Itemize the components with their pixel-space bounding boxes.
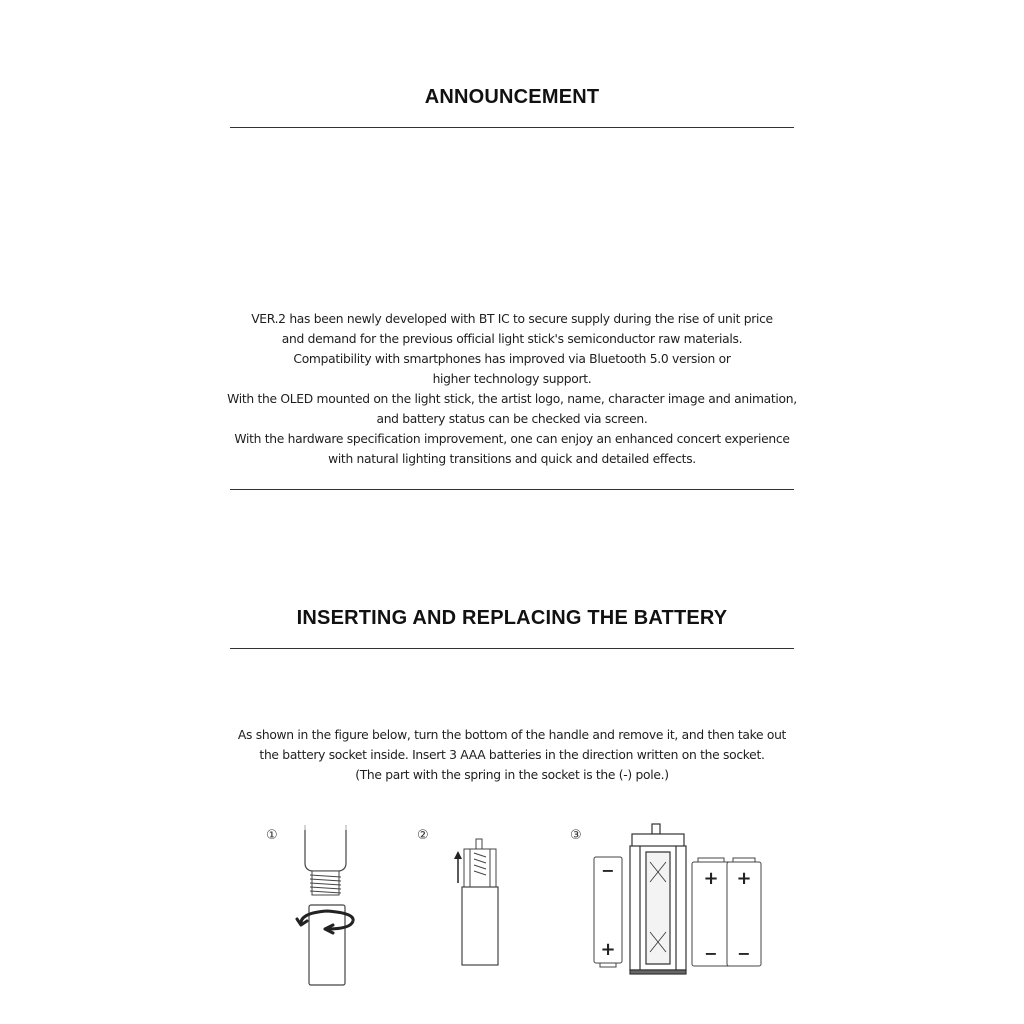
battery-plus-label: + [703, 868, 719, 889]
battery-socket-icon [630, 824, 686, 974]
battery-plus-label: + [736, 868, 752, 889]
announcement-line: With the hardware specification improvement, one can enjoy an enhanced concert experience [234, 432, 790, 446]
battery-left-icon [594, 857, 622, 967]
announcement-line: VER.2 has been newly developed with BT IC to secure supply during the rise of unit price [251, 312, 773, 326]
announcement-body [200, 309, 824, 469]
divider-battery [230, 648, 794, 649]
battery-minus-label: − [601, 861, 615, 880]
instruction-line: As shown in the figure below, turn the bottom of the handle and remove it, and then take out [237, 728, 787, 742]
battery-middle-icon [692, 858, 730, 966]
battery-plus-label: + [600, 939, 616, 960]
step-1-number: ① [266, 828, 278, 843]
up-arrow-icon [454, 851, 462, 883]
thread-icon [310, 871, 341, 895]
handle-body-icon [462, 887, 498, 965]
announcement-title: ANNOUNCEMENT [424, 86, 600, 108]
instruction-line: (The part with the spring in the socket is the (-) pole.) [355, 768, 669, 782]
battery-socket-icon [464, 839, 496, 887]
announcement-line: higher technology support. [432, 372, 592, 386]
figure-insert-batteries [590, 822, 765, 982]
battery-section-title: INSERTING AND REPLACING THE BATTERY [296, 607, 728, 629]
announcement-line: and demand for the previous official light stick's semiconductor raw materials. [281, 332, 743, 346]
handle-bottom-icon [309, 905, 345, 985]
battery-right-icon [727, 858, 761, 966]
step-3-number: ③ [570, 828, 582, 843]
step-2-number: ② [417, 828, 429, 843]
figure-unscrew-handle [285, 825, 375, 990]
announcement-line: With the OLED mounted on the light stick, the artist logo, name, character image and animation, [227, 392, 797, 406]
handle-top-icon [305, 825, 346, 871]
divider-announcement-bottom [230, 489, 794, 490]
announcement-line: and battery status can be checked via screen. [376, 412, 648, 426]
announcement-line: with natural lighting transitions and quick and detailed effects. [328, 452, 696, 466]
battery-instructions [200, 725, 824, 785]
instruction-line: the battery socket inside. Insert 3 AAA batteries in the direction written on the socket. [259, 748, 765, 762]
battery-minus-label: − [737, 944, 751, 963]
battery-minus-label: − [704, 944, 718, 963]
announcement-line: Compatibility with smartphones has improved via Bluetooth 5.0 version or [293, 352, 731, 366]
divider-top [230, 127, 794, 128]
figure-remove-socket [450, 835, 510, 970]
